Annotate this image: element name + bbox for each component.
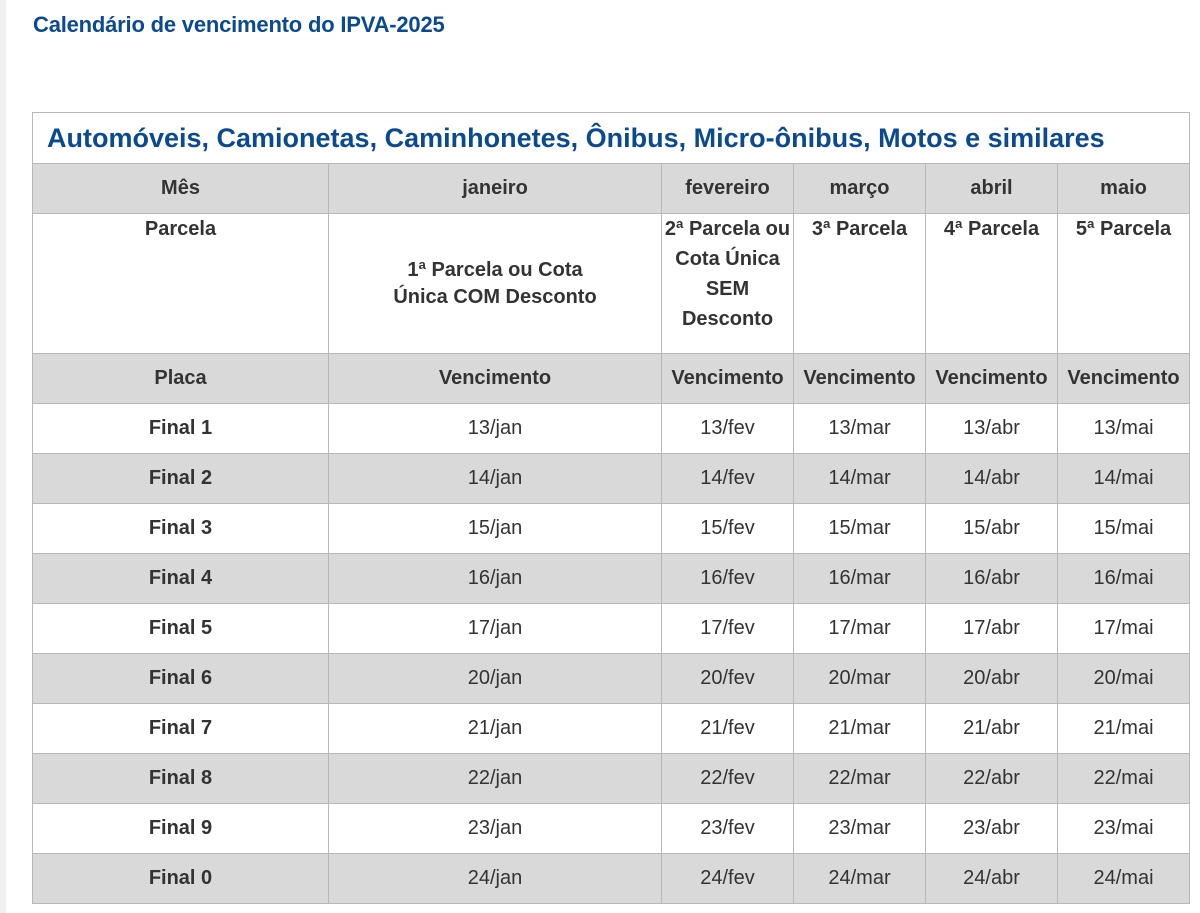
- due-date-cell: 21/fev: [662, 704, 794, 754]
- vencimento-header: Vencimento: [794, 354, 926, 404]
- due-date-cell: 20/mar: [794, 654, 926, 704]
- page-title: Calendário de vencimento do IPVA-2025: [33, 12, 445, 37]
- due-date-cell: 21/mar: [794, 704, 926, 754]
- due-date-cell: 15/fev: [662, 504, 794, 554]
- month-header: abril: [926, 164, 1058, 214]
- parcela-cell: [329, 214, 662, 354]
- due-date-cell: 17/fev: [662, 604, 794, 654]
- table-row: [33, 504, 1190, 554]
- due-date-cell: 20/mai: [1058, 654, 1190, 704]
- due-date-cell: 17/jan: [329, 604, 662, 654]
- due-date-cell: 14/mar: [794, 454, 926, 504]
- vencimento-header: Vencimento: [662, 354, 794, 404]
- parcela-label: Parcela: [33, 214, 329, 354]
- due-date-cell: 16/abr: [926, 554, 1058, 604]
- due-date-cell: 23/fev: [662, 804, 794, 854]
- placa-cell: Final 9: [33, 804, 329, 854]
- placa-header: Placa: [33, 354, 329, 404]
- month-header: março: [794, 164, 926, 214]
- due-date-cell: 14/fev: [662, 454, 794, 504]
- table-row: [33, 704, 1190, 754]
- due-date-cell: 21/mai: [1058, 704, 1190, 754]
- due-date-cell: 16/mar: [794, 554, 926, 604]
- month-header: janeiro: [329, 164, 662, 214]
- due-date-cell: 15/mar: [794, 504, 926, 554]
- table-caption: Automóveis, Camionetas, Caminhonetes, Ônibus, Micro-ônibus, Motos e similares: [33, 113, 1190, 164]
- due-date-cell: 16/mai: [1058, 554, 1190, 604]
- due-date-cell: 20/fev: [662, 654, 794, 704]
- due-date-cell: 17/abr: [926, 604, 1058, 654]
- table-row: [33, 604, 1190, 654]
- due-date-cell: 15/mai: [1058, 504, 1190, 554]
- table-row: [33, 404, 1190, 454]
- due-date-cell: 24/jan: [329, 854, 662, 904]
- placa-cell: Final 3: [33, 504, 329, 554]
- due-date-cell: 23/jan: [329, 804, 662, 854]
- due-date-cell: 22/jan: [329, 754, 662, 804]
- placa-cell: Final 4: [33, 554, 329, 604]
- due-date-cell: 14/abr: [926, 454, 1058, 504]
- due-date-cell: 22/abr: [926, 754, 1058, 804]
- due-date-cell: 13/fev: [662, 404, 794, 454]
- parcela-text: 1ª Parcela ou Cota Única COM Desconto: [393, 258, 597, 308]
- vencimento-header: Vencimento: [1058, 354, 1190, 404]
- placa-cell: Final 8: [33, 754, 329, 804]
- due-date-cell: 22/mai: [1058, 754, 1190, 804]
- placa-cell: Final 5: [33, 604, 329, 654]
- due-date-cell: 24/mar: [794, 854, 926, 904]
- table-row: [33, 554, 1190, 604]
- parcela-cell: 3ª Parcela: [794, 214, 926, 354]
- months-header-row: [33, 164, 1190, 214]
- table-row: [33, 454, 1190, 504]
- due-date-cell: 23/mai: [1058, 804, 1190, 854]
- placa-cell: Final 7: [33, 704, 329, 754]
- due-date-cell: 14/jan: [329, 454, 662, 504]
- due-date-cell: 23/mar: [794, 804, 926, 854]
- placa-cell: Final 0: [33, 854, 329, 904]
- due-date-cell: 13/mar: [794, 404, 926, 454]
- due-date-cell: 13/jan: [329, 404, 662, 454]
- due-date-cell: 16/jan: [329, 554, 662, 604]
- mes-header: Mês: [33, 164, 329, 214]
- due-date-cell: 22/mar: [794, 754, 926, 804]
- due-date-cell: 17/mai: [1058, 604, 1190, 654]
- ipva-calendar-table: [32, 112, 1190, 904]
- due-date-cell: 13/mai: [1058, 404, 1190, 454]
- due-date-cell: 15/abr: [926, 504, 1058, 554]
- due-date-cell: 23/abr: [926, 804, 1058, 854]
- due-date-cell: 15/jan: [329, 504, 662, 554]
- due-date-cell: 24/fev: [662, 854, 794, 904]
- placa-cell: Final 2: [33, 454, 329, 504]
- due-date-cell: 21/abr: [926, 704, 1058, 754]
- table-row: [33, 804, 1190, 854]
- month-header: maio: [1058, 164, 1190, 214]
- month-header: fevereiro: [662, 164, 794, 214]
- due-date-cell: 14/mai: [1058, 454, 1190, 504]
- parcela-cell: 5ª Parcela: [1058, 214, 1190, 354]
- vencimento-header: Vencimento: [926, 354, 1058, 404]
- table-row: [33, 854, 1190, 904]
- parcela-row: [33, 214, 1190, 354]
- vencimento-header: Vencimento: [329, 354, 662, 404]
- due-date-cell: 16/fev: [662, 554, 794, 604]
- due-date-cell: 20/abr: [926, 654, 1058, 704]
- left-edge-strip: [0, 0, 6, 913]
- parcela-cell: 4ª Parcela: [926, 214, 1058, 354]
- parcela-cell: 2ª Parcela ou Cota Única SEM Desconto: [662, 214, 794, 354]
- table-row: [33, 654, 1190, 704]
- due-date-cell: 17/mar: [794, 604, 926, 654]
- vencimento-header-row: [33, 354, 1190, 404]
- due-date-cell: 24/abr: [926, 854, 1058, 904]
- table-row: [33, 754, 1190, 804]
- due-date-cell: 21/jan: [329, 704, 662, 754]
- due-date-cell: 20/jan: [329, 654, 662, 704]
- placa-cell: Final 6: [33, 654, 329, 704]
- placa-cell: Final 1: [33, 404, 329, 454]
- table-caption-row: [33, 113, 1190, 164]
- due-date-cell: 24/mai: [1058, 854, 1190, 904]
- due-date-cell: 22/fev: [662, 754, 794, 804]
- due-date-cell: 13/abr: [926, 404, 1058, 454]
